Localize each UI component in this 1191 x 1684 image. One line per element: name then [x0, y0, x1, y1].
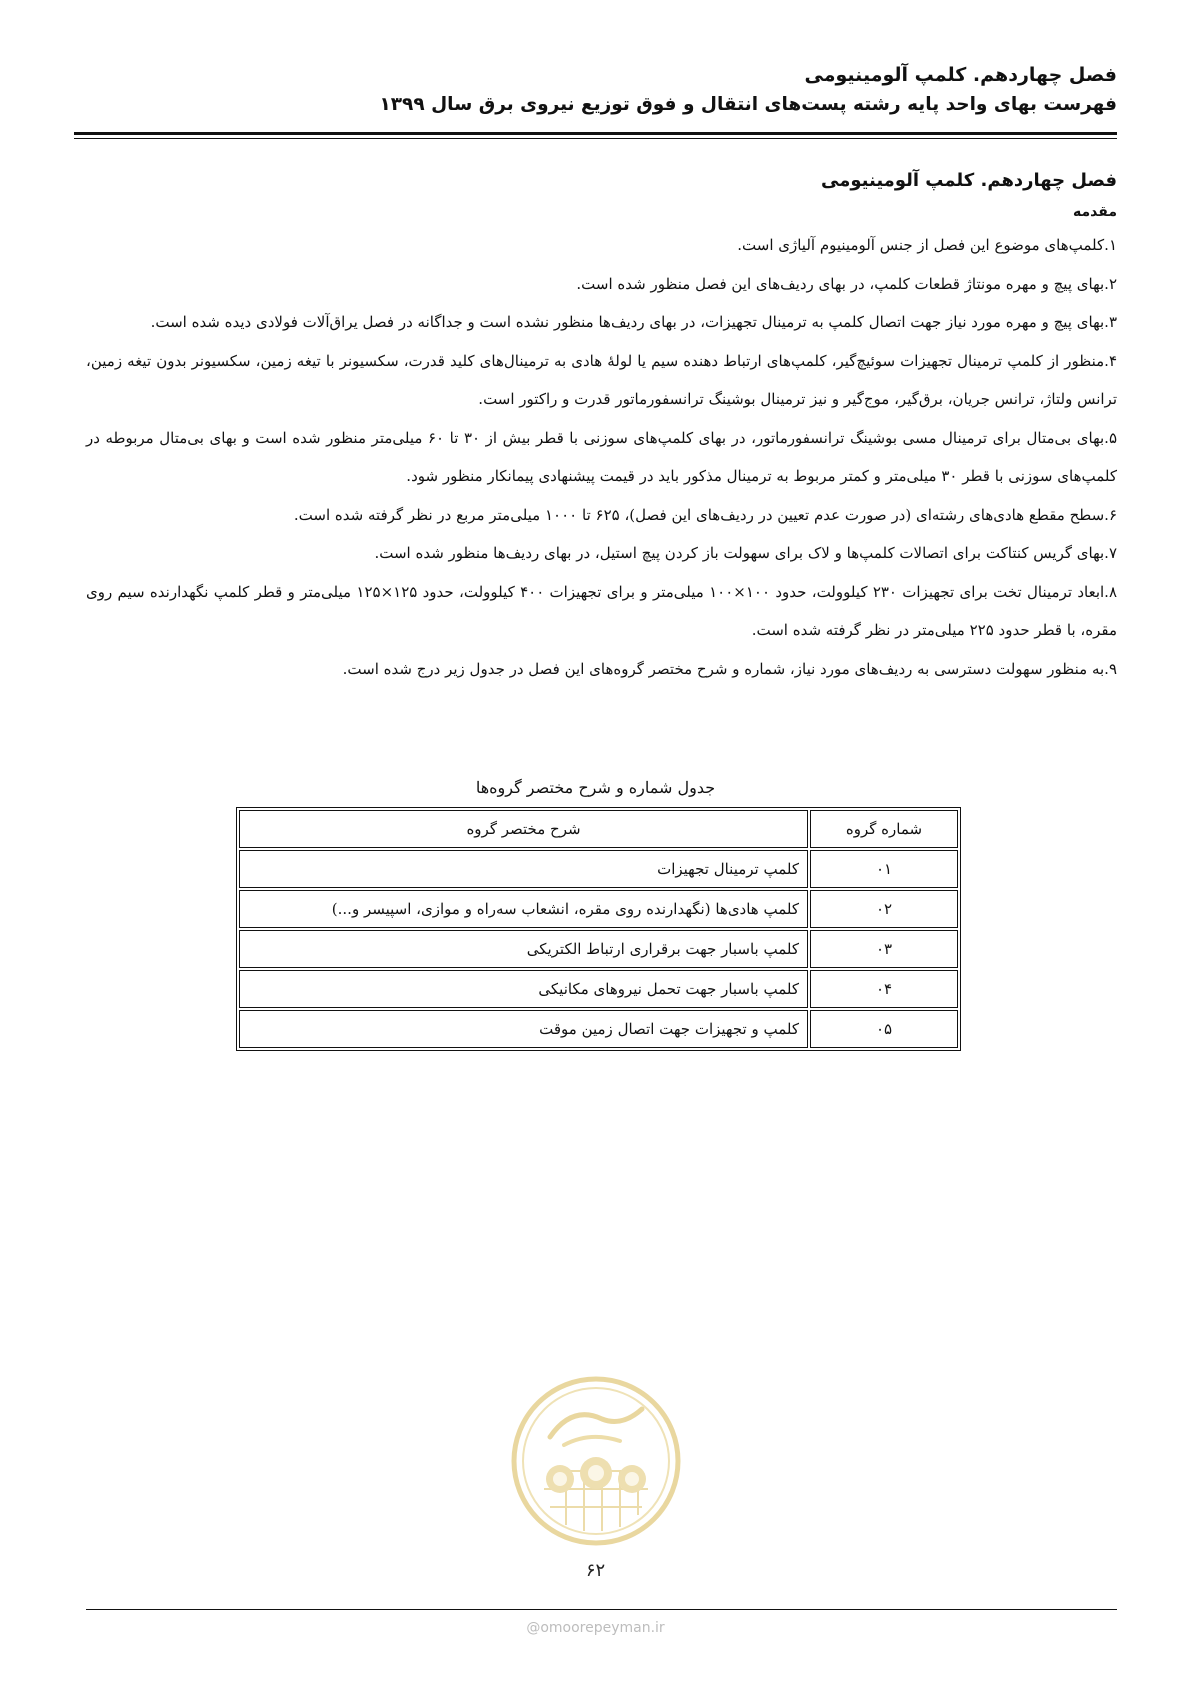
- paragraph: ۲.بهای پیچ و مهره مونتاژ قطعات کلمپ، در بهای ردیف‌های این فصل منظور شده است.: [576, 274, 1117, 293]
- header-chapter-title: فصل چهاردهم. کلمپ آلومینیومی: [804, 64, 1117, 86]
- table-header-row: [239, 810, 958, 848]
- intro-heading: مقدمه: [1073, 204, 1117, 220]
- group-number: ۰۱: [810, 850, 958, 888]
- paragraph: ۱.کلمپ‌های موضوع این فصل از جنس آلومینیوم آلیاژی است.: [737, 236, 1117, 254]
- group-number: ۰۲: [810, 890, 958, 928]
- group-description: کلمپ هادی‌ها (نگهدارنده روی مقره، انشعاب سه‌راه و موازی، اسپیسر و...): [239, 890, 808, 928]
- group-number: ۰۳: [810, 930, 958, 968]
- header-rule-thick: [74, 132, 1117, 135]
- table-row: [239, 930, 958, 968]
- paragraph: ۳.بهای پیچ و مهره مورد نیاز جهت اتصال کلمپ به ترمینال تجهیزات، در بهای ردیف‌ها منظور نشده است و جداگانه در فصل یراق‌آلات فولادی دیده شده است.: [150, 313, 1117, 331]
- group-number: ۰۵: [810, 1010, 958, 1048]
- paragraph: ۵.بهای بی‌متال برای ترمینال مسی بوشینگ ترانسفورماتور، در بهای کلمپ‌های سوزنی با قطر بیش از ۳۰ تا ۶۰ میلی‌متر منظور شده است و بهای بی‌متال مربوطه در کلمپ‌های سوزنی با قطر ۳۰ میلی‌متر و کمتر مربوط به ترمینال مذکور باید در قیمت پیشنهادی پیمانکار منظور شود.: [86, 428, 1117, 485]
- logo-stamp-icon: [510, 1375, 682, 1547]
- group-number: ۰۴: [810, 970, 958, 1008]
- paragraph: ۹.به منظور سهولت دسترسی به ردیف‌های مورد نیاز، شماره و شرح مختصر گروه‌های این فصل در جدول زیر درج شده است.: [342, 659, 1117, 678]
- paragraph: ۸.ابعاد ترمینال تخت برای تجهیزات ۲۳۰ کیلوولت، حدود ۱۰۰×۱۰۰ میلی‌متر و برای تجهیزات ۴۰۰ کیلوولت، حدود ۱۲۵×۱۲۵ میلی‌متر و قطر کلمپ نگهدارنده سیم روی مقره، با قطر حدود ۲۲۵ میلی‌متر در نظر گرفته شده است.: [86, 582, 1117, 639]
- column-header-number: شماره گروه: [810, 810, 958, 848]
- section-content: [86, 164, 1117, 688]
- table-row: [239, 1010, 958, 1048]
- paragraph: ۶.سطح مقطع هادی‌های رشته‌ای (در صورت عدم تعیین در ردیف‌های این فصل)، ۶۲۵ تا ۱۰۰۰ میلی‌متر مربع در نظر گرفته شده است.: [293, 505, 1117, 524]
- column-header-description: شرح مختصر گروه: [239, 810, 808, 848]
- group-description: کلمپ ترمینال تجهیزات: [239, 850, 808, 888]
- page-header: [74, 60, 1117, 120]
- group-description: کلمپ باسبار جهت تحمل نیروهای مکانیکی: [239, 970, 808, 1008]
- footer-rule: [86, 1609, 1117, 1610]
- groups-table: [236, 807, 961, 1051]
- header-document-title: فهرست بهای واحد پایه رشته پست‌های انتقال و فوق توزیع نیروی برق سال ۱۳۹۹: [379, 94, 1117, 115]
- table-row: [239, 970, 958, 1008]
- table-row: [239, 890, 958, 928]
- section-title: فصل چهاردهم. کلمپ آلومینیومی: [820, 170, 1117, 191]
- table-caption: جدول شماره و شرح مختصر گروه‌ها: [475, 778, 716, 797]
- group-description: کلمپ و تجهیزات جهت اتصال زمین موقت: [239, 1010, 808, 1048]
- paragraph: ۷.بهای گریس کنتاکت برای اتصالات کلمپ‌ها و لاک برای سهولت باز کردن پیچ استیل، در بهای ردیف‌ها منظور شده است.: [374, 544, 1117, 562]
- group-description: کلمپ باسبار جهت برقراری ارتباط الکتریکی: [239, 930, 808, 968]
- table-row: [239, 850, 958, 888]
- header-rule-thin: [74, 138, 1117, 139]
- paragraph: ۴.منظور از کلمپ ترمینال تجهیزات سوئیچ‌گیر، کلمپ‌های ارتباط دهنده سیم یا لولهٔ هادی به ترمینال‌های کلید قدرت، سکسیونر با تیغه زمین، سکسیونر بدون تیغه زمین، ترانس ولتاژ، ترانس جریان، برق‌گیر، موج‌گیر و نیز ترمینال بوشینگ ترانسفورماتور قدرت و راکتور است.: [86, 351, 1117, 408]
- watermark: @omoorepeyman.ir: [526, 1620, 665, 1636]
- page-number: ۶۲: [585, 1560, 606, 1581]
